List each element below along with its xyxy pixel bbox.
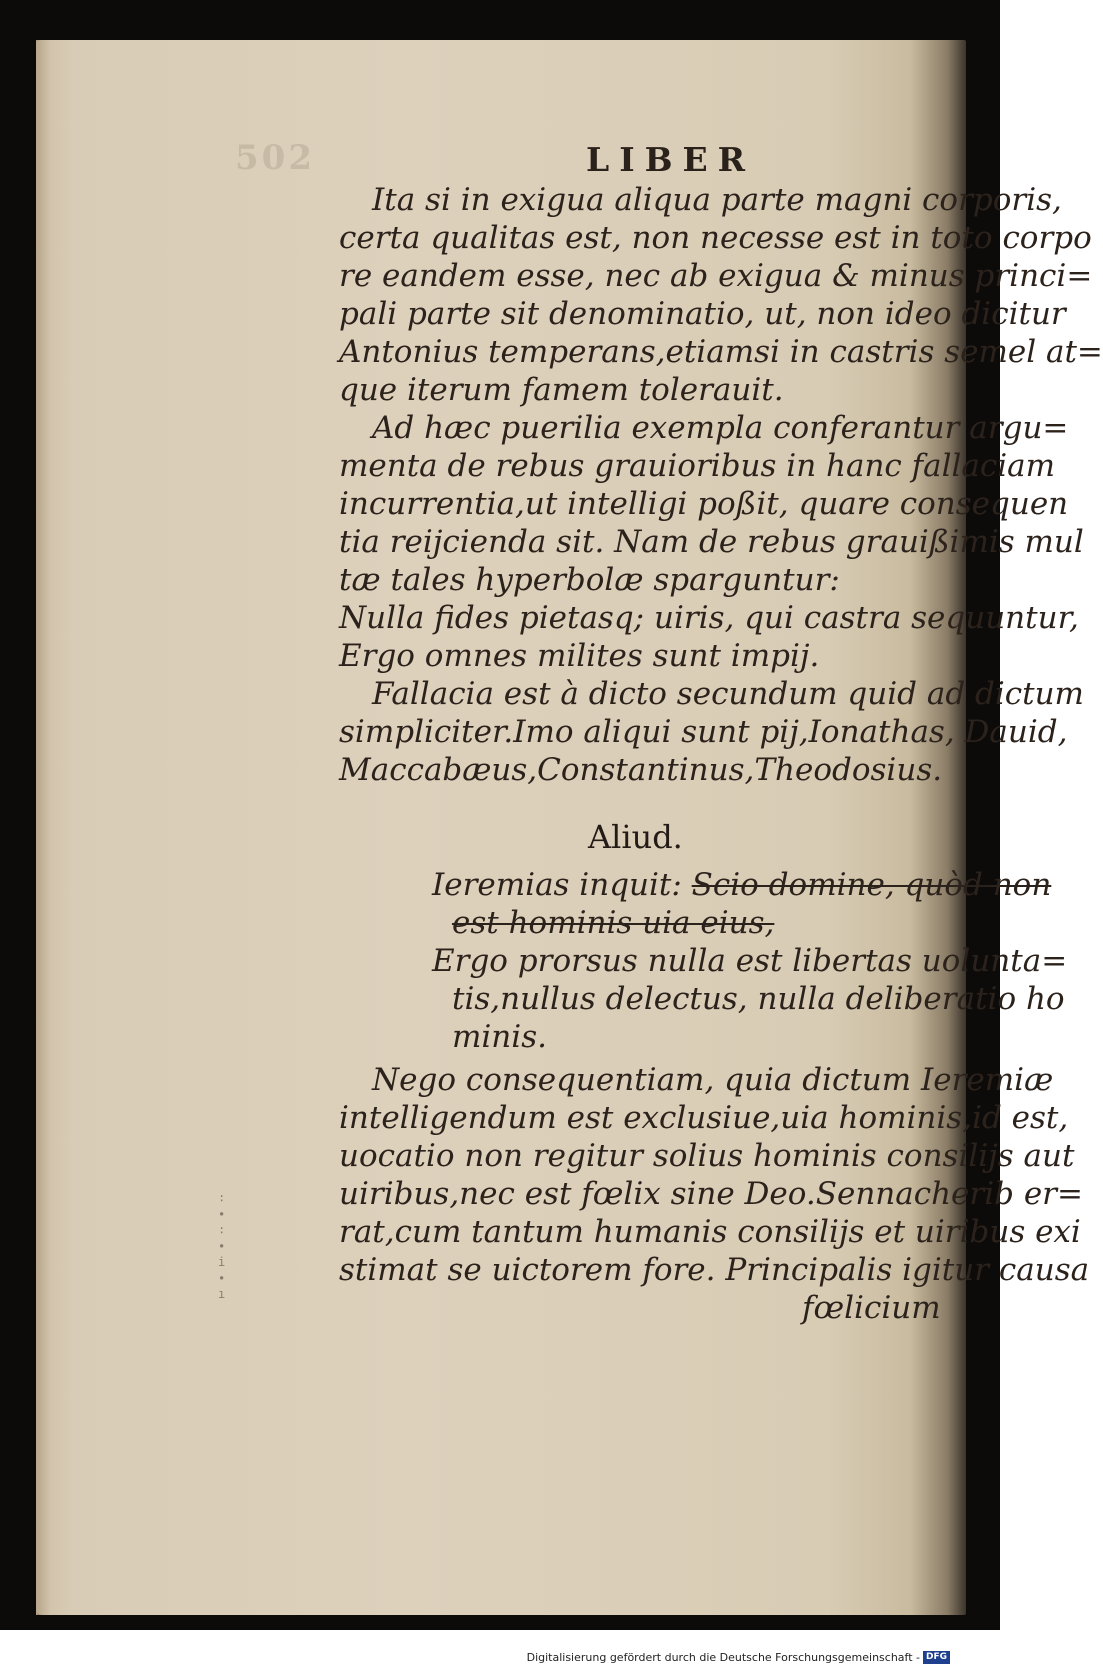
text-line: stimat se uictorem fore. Principalis igitur causa bbox=[339, 1252, 1090, 1288]
margin-marks: ∶ ∙ ∶ ∙ i ∙ ı bbox=[218, 1191, 226, 1301]
catchword: fœlicium bbox=[802, 1290, 941, 1326]
struck-text: Scio domine, quòd non bbox=[691, 867, 1052, 903]
text-line: re eandem esse, nec ab exigua & minus princi= bbox=[339, 258, 1093, 294]
text-line: menta de rebus grauioribus in hanc fallaciam bbox=[339, 448, 1056, 484]
text-line: Ita si in exigua aliqua parte magni corporis, bbox=[372, 182, 1062, 218]
quote-line bbox=[432, 866, 1051, 904]
text-line: Antonius temperans,etiamsi in castris semel at= bbox=[339, 334, 1103, 370]
text-line: uocatio non regitur solius hominis consilijs aut bbox=[339, 1138, 1075, 1174]
text-line: Ergo prorsus nulla est libertas uolunta= bbox=[432, 943, 1068, 979]
text-line: Nego consequentiam, quia dictum Ieremiæ bbox=[372, 1062, 1054, 1098]
bleed-through-page-number: 502 bbox=[235, 138, 315, 178]
text-line: Maccabæus,Constantinus,Theodosius. bbox=[339, 752, 943, 788]
text-line: minis. bbox=[452, 1019, 547, 1055]
text-line: tis,nullus delectus, nulla deliberatio ho bbox=[452, 981, 1065, 1017]
text-line: simpliciter.Imo aliqui sunt pij,Ionathas, Dauid, bbox=[339, 714, 1068, 750]
text-line: Ad hæc puerilia exempla conferantur argu= bbox=[372, 410, 1069, 446]
text-line: intelligendum est exclusiue,uia hominis,id est, bbox=[339, 1100, 1069, 1136]
text-line: rat,cum tantum humanis consilijs et uiribus exi bbox=[339, 1214, 1081, 1250]
page-edge-shadow bbox=[36, 40, 50, 1615]
text-line: Nulla fides pietasq; uiris, qui castra sequuntur, bbox=[339, 600, 1079, 636]
struck-text: est hominis uia eius, bbox=[452, 905, 775, 941]
dfg-logo: DFG bbox=[923, 1651, 950, 1664]
running-head: LIBER bbox=[586, 140, 756, 179]
text-line: tia reijcienda sit. Nam de rebus grauißimis mul bbox=[339, 524, 1084, 560]
quote-lead: Ieremias inquit: bbox=[432, 867, 692, 903]
text-line: incurrentia,ut intelligi poßit, quare consequen bbox=[339, 486, 1069, 522]
section-heading: Aliud. bbox=[588, 818, 683, 856]
text-line: tæ tales hyperbolæ sparguntur: bbox=[339, 562, 840, 598]
text-line: certa qualitas est, non necesse est in toto corpo bbox=[339, 220, 1092, 256]
text-line: que iterum famem tolerauit. bbox=[339, 372, 784, 408]
quote-line bbox=[452, 904, 774, 942]
credit-text: Digitalisierung gefördert durch die Deutsche Forschungsgemeinschaft - bbox=[526, 1651, 920, 1664]
text-line: Ergo omnes milites sunt impij. bbox=[339, 638, 820, 674]
text-line: pali parte sit denominatio, ut, non ideo dicitur bbox=[339, 296, 1066, 332]
text-line: Fallacia est à dicto secundum quid ad dictum bbox=[372, 676, 1084, 712]
text-line: uiribus,nec est fœlix sine Deo.Sennacherib er= bbox=[339, 1176, 1083, 1212]
digitization-credit bbox=[527, 1651, 950, 1664]
